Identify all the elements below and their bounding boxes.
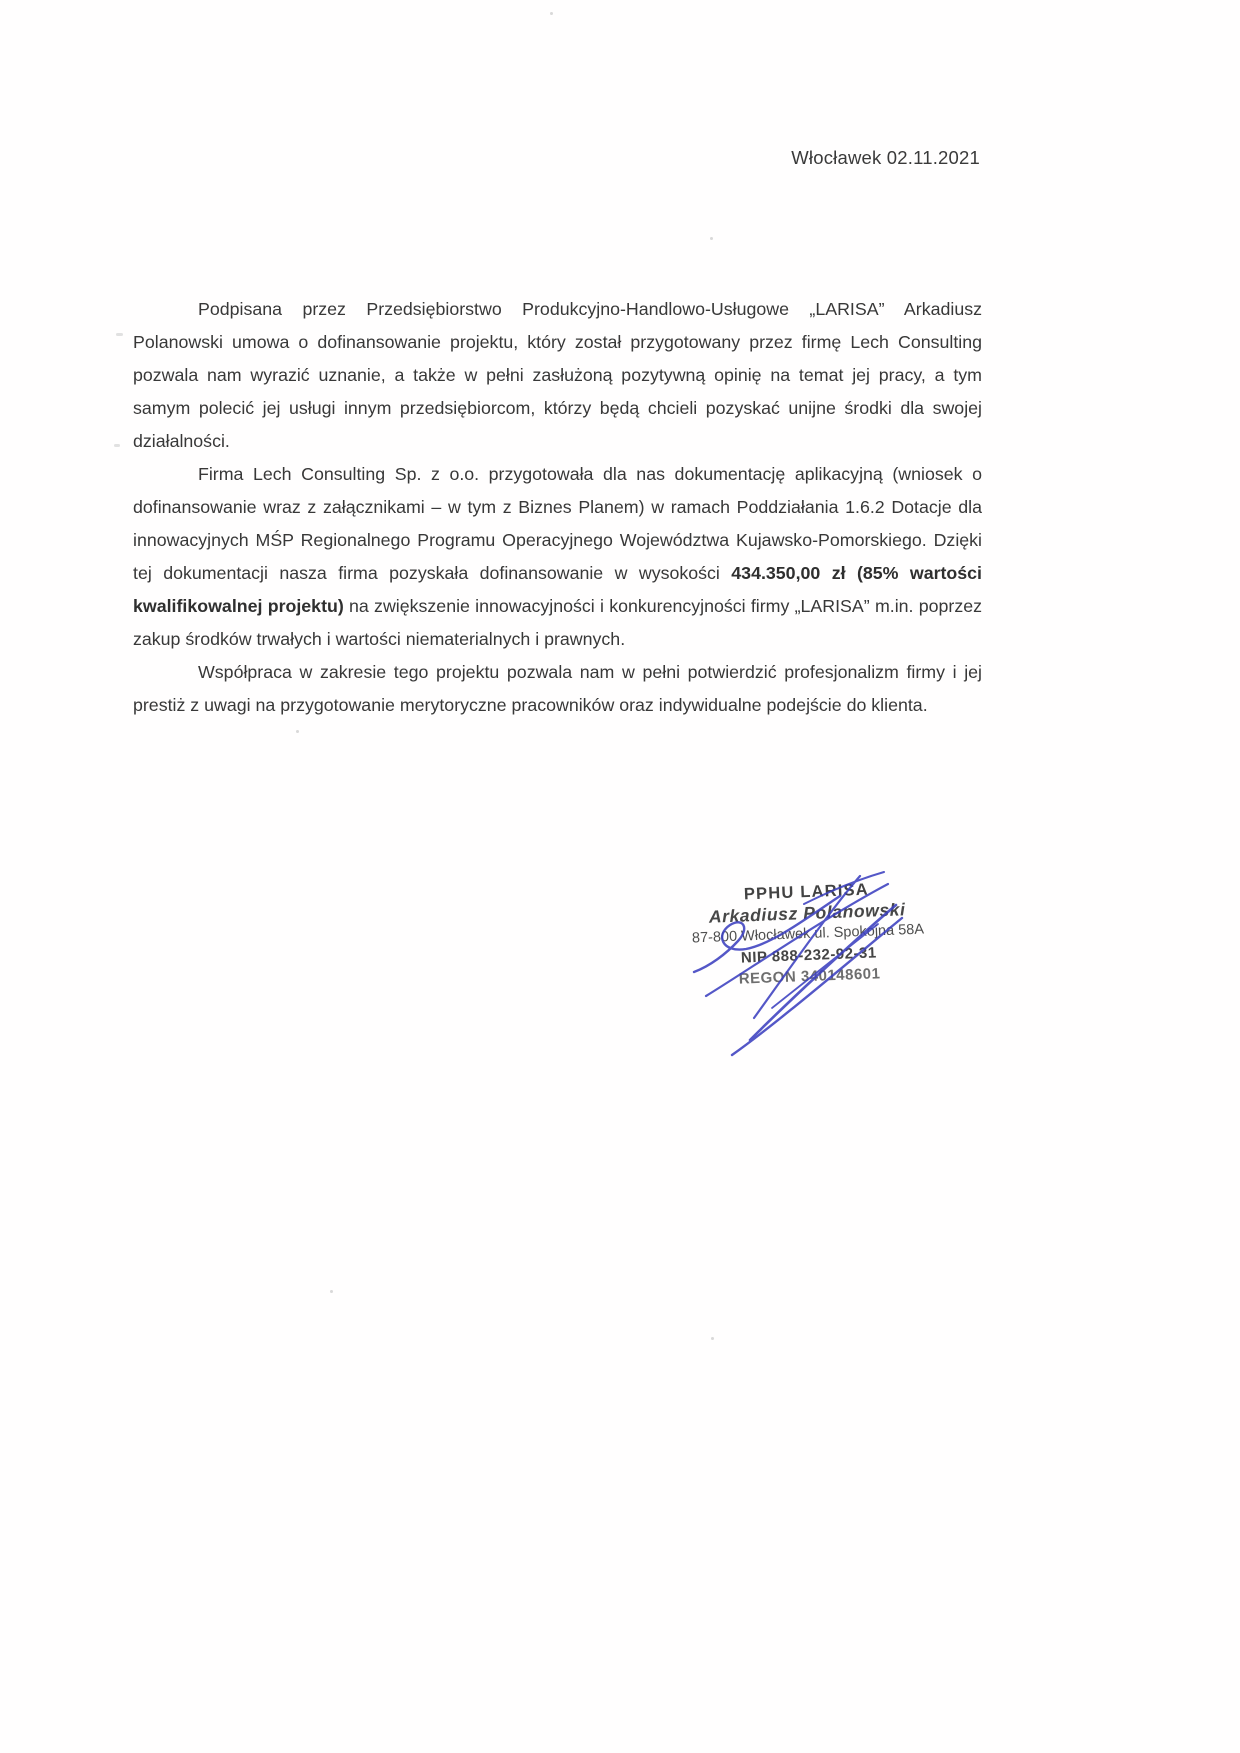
scan-speck (296, 730, 299, 733)
stamp-company-name: PPHU LARISA (743, 880, 870, 904)
stamp-nip: NIP 888-232-92-31 (740, 944, 877, 967)
stamp-owner-name: Arkadiusz Polanowski (708, 899, 906, 927)
stamp-address: 87-800 Włocławek ul. Spokojna 58A (691, 921, 925, 947)
paragraph-3: Współpraca w zakresie tego projektu pozwala nam w pełni potwierdzić profesjonalizm firmy i jej prestiż z uwagi na przygotowanie merytoryczne pracowników oraz indywidualne podejście do klienta. (133, 662, 982, 715)
paragraph-1: Podpisana przez Przedsiębiorstwo Produkcyjno-Handlowo-Usługowe „LARISA” Arkadiusz Polanowski umowa o dofinansowanie projektu, który został przygotowany przez firmę Lech Consulting pozwala nam wyrazić uznanie, a także w pełni zasłużoną pozytywną opinię na temat jej pracy, a tym samym polecić jej usługi innym przedsiębiorcom, którzy będą chcieli pozyskać unijne środki dla swojej działalności. (133, 299, 982, 451)
scan-smudge (114, 444, 120, 447)
scan-speck (711, 1337, 714, 1340)
paragraph-2-text: Firma Lech Consulting Sp. z o.o. przygotowała dla nas dokumentację aplikacyjną (wniosek o dofinansowanie wraz z załącznikami – w tym z Biznes Planem) w ramach Poddziałania 1.6.2 Dotacje dla innowacyjnych MŚP Regionalnego Programu Operacyjnego Województwa Kujawsko-Pomorskiego. Dzięki tej dokumentacji nasza firma pozyskała dofinansowanie w wysokości (133, 464, 982, 583)
scan-smudge (116, 333, 123, 336)
date-line: Włocławek 02.11.2021 (791, 147, 980, 168)
paragraph-2-text-continued: na zwiększenie innowacyjności i konkurencyjności firmy „LARISA” m.in. poprzez zakup środków trwałych i wartości niematerialnych i prawnych. (133, 596, 982, 649)
scan-speck (330, 1290, 333, 1293)
scan-speck (550, 12, 553, 15)
scan-speck (710, 237, 713, 240)
stamp-regon: REGON 340148601 (738, 965, 881, 988)
funding-amount-highlight: 434.350,00 zł (85% wartości kwalifikowalnej projektu) (133, 563, 982, 616)
company-stamp (684, 877, 932, 991)
letter-body (133, 293, 982, 722)
paragraph-2 (133, 458, 982, 656)
